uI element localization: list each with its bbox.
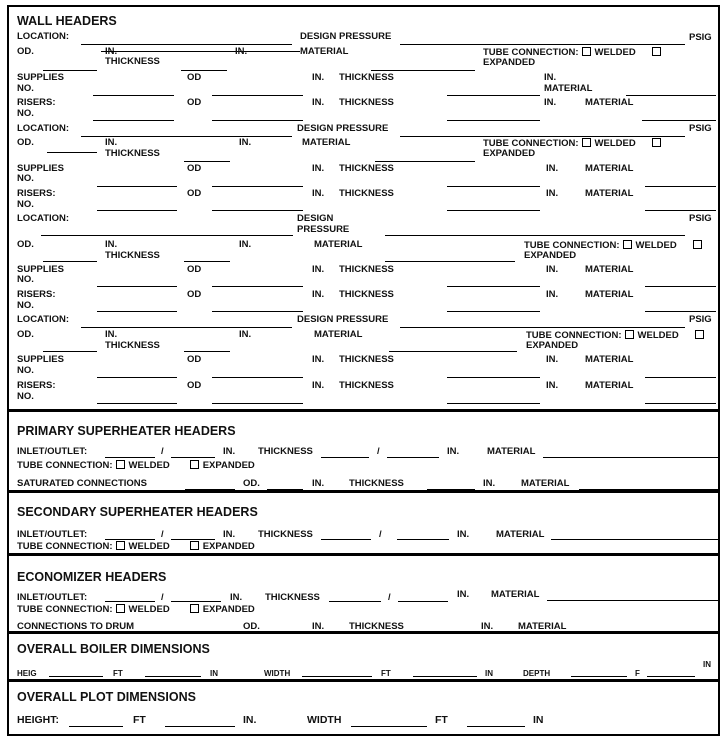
expanded-label: EXPANDED <box>202 460 255 471</box>
outlet-field[interactable] <box>171 601 221 602</box>
location-field[interactable] <box>41 235 293 236</box>
thickness-field[interactable] <box>181 70 227 71</box>
design-pressure-field[interactable] <box>400 136 685 137</box>
in-label: IN. <box>312 380 325 391</box>
in-label: IN. <box>447 446 460 457</box>
width-ft-field[interactable] <box>351 726 427 727</box>
in-label: IN <box>485 669 493 678</box>
in-label: IN. <box>105 239 118 250</box>
thickness-label: THICKNESS <box>265 592 320 603</box>
location-label: LOCATION: <box>17 31 70 42</box>
od-field[interactable] <box>43 70 97 71</box>
expanded-label: EXPANDED <box>202 541 255 552</box>
thickness-label: THICKNESS <box>105 56 160 67</box>
in-label: IN. <box>312 621 325 632</box>
od-label: OD. <box>243 621 260 632</box>
in-label: IN. <box>230 592 243 603</box>
supplies-od-field[interactable] <box>212 95 303 96</box>
thickness-label: THICKNESS <box>339 380 394 391</box>
risers-no-field[interactable] <box>97 403 177 404</box>
od-field[interactable] <box>267 631 303 632</box>
od-field[interactable] <box>43 261 97 262</box>
supplies-material-field[interactable] <box>645 286 716 287</box>
height-label: HEIGHT: <box>17 714 59 726</box>
material-label: MATERIAL <box>314 239 363 250</box>
outlet-field[interactable] <box>171 457 215 458</box>
material-field[interactable] <box>551 539 718 540</box>
width-in-field[interactable] <box>467 726 525 727</box>
in-label: IN. <box>546 163 559 174</box>
location-label: LOCATION: <box>17 314 70 325</box>
welded-label: WELDED <box>128 460 170 471</box>
saturated-connections-field[interactable] <box>185 489 235 490</box>
location-label: LOCATION: <box>17 213 70 224</box>
risers-material-field[interactable] <box>645 403 716 404</box>
material-label: MATERIAL <box>521 478 570 489</box>
thickness-label: THICKNESS <box>258 529 313 540</box>
welded-label: WELDED <box>128 604 170 615</box>
section-title: WALL HEADERS <box>17 14 117 28</box>
slash-label: / <box>388 592 391 603</box>
expanded-checkbox[interactable] <box>652 47 661 56</box>
slash-label: / <box>379 529 382 540</box>
location-label: LOCATION: <box>17 123 70 134</box>
tube-connection-text: TUBE CONNECTION: <box>17 541 113 552</box>
f-label: F <box>635 669 640 678</box>
in-label: IN. <box>235 46 248 57</box>
height-in-field[interactable] <box>145 676 201 677</box>
no-label: NO. <box>17 391 34 402</box>
psig-label: PSIG <box>689 213 712 224</box>
inlet-field[interactable] <box>105 539 155 540</box>
in-label: IN. <box>239 239 252 250</box>
thickness-label: THICKNESS <box>339 163 394 174</box>
no-label: NO. <box>17 300 34 311</box>
welded-checkbox[interactable] <box>116 460 125 469</box>
od-field[interactable] <box>267 489 303 490</box>
thickness-label: THICKNESS <box>339 188 394 199</box>
material-label: MATERIAL <box>585 163 634 174</box>
thickness-inlet-field[interactable] <box>329 601 381 602</box>
thickness-label: THICKNESS <box>349 621 404 632</box>
expanded-label: EXPANDED <box>526 340 579 351</box>
welded-checkbox[interactable] <box>623 240 632 249</box>
in-label: IN. <box>312 478 325 489</box>
design-pressure-label: DESIGN PRESSURE <box>300 31 392 42</box>
risers-label: RISERS: <box>17 380 56 391</box>
supplies-label: SUPPLIES <box>17 264 64 275</box>
thickness-outlet-field[interactable] <box>398 601 448 602</box>
od-label: OD <box>187 354 202 365</box>
in-label: IN. <box>546 354 559 365</box>
in-label: IN. <box>223 529 236 540</box>
no-label: NO. <box>17 199 34 210</box>
supplies-thickness-field[interactable] <box>447 95 540 96</box>
material-label: MATERIAL <box>585 380 634 391</box>
tube-connection-label <box>17 460 255 471</box>
expanded-checkbox[interactable] <box>652 138 661 147</box>
od-label: OD <box>187 163 202 174</box>
inlet-outlet-label: INLET/OUTLET: <box>17 529 88 540</box>
risers-no-field[interactable] <box>97 210 177 211</box>
in-label: IN. <box>312 354 325 365</box>
supplies-thickness-field[interactable] <box>447 186 540 187</box>
od-label: OD <box>187 264 202 275</box>
od-label: OD. <box>17 329 34 340</box>
supplies-no-field[interactable] <box>93 95 174 96</box>
material-field[interactable] <box>375 161 475 162</box>
in-label: IN. <box>312 97 325 108</box>
material-label: MATERIAL <box>302 137 351 148</box>
thickness-label: THICKNESS <box>105 340 160 351</box>
design-label: DESIGN <box>297 213 334 224</box>
od-label: OD. <box>17 46 34 57</box>
supplies-material-field[interactable] <box>645 186 716 187</box>
risers-no-field[interactable] <box>97 311 177 312</box>
thickness-label: THICKNESS <box>339 354 394 365</box>
material-field[interactable] <box>371 70 475 71</box>
tube-connection-label <box>17 604 255 615</box>
thickness-outlet-field[interactable] <box>387 457 439 458</box>
no-label: NO. <box>17 173 34 184</box>
section-title: ECONOMIZER HEADERS <box>17 570 167 584</box>
height-label: HEIG <box>17 669 37 678</box>
no-label: NO. <box>17 274 34 285</box>
od-label: OD <box>187 289 202 300</box>
od-label: OD <box>187 97 202 108</box>
psig-label: PSIG <box>689 123 712 134</box>
risers-od-field[interactable] <box>212 210 303 211</box>
design-pressure-field[interactable] <box>385 235 685 236</box>
thickness-label: THICKNESS <box>339 289 394 300</box>
in-label: IN. <box>312 163 325 174</box>
ft-label: FT <box>133 714 146 726</box>
height-in-field[interactable] <box>165 726 235 727</box>
thickness-label: THICKNESS <box>349 478 404 489</box>
risers-label: RISERS: <box>17 289 56 300</box>
depth-in-field[interactable] <box>647 676 695 677</box>
welded-label: WELDED <box>594 47 636 58</box>
section-title: SECONDARY SUPERHEATER HEADERS <box>17 505 258 519</box>
material-label: MATERIAL <box>496 529 545 540</box>
thickness-field[interactable] <box>427 631 475 632</box>
material-field[interactable] <box>547 600 718 601</box>
in-label: IN. <box>544 72 557 83</box>
expanded-checkbox[interactable] <box>693 240 702 249</box>
ft-label: FT <box>113 669 123 678</box>
welded-label: WELDED <box>594 138 636 149</box>
in-label: IN. <box>312 289 325 300</box>
height-ft-field[interactable] <box>69 726 123 727</box>
risers-thickness-field[interactable] <box>447 403 540 404</box>
welded-label: WELDED <box>635 240 677 251</box>
outlet-field[interactable] <box>171 539 215 540</box>
psig-label: PSIG <box>689 32 712 43</box>
width-ft-field[interactable] <box>302 676 372 677</box>
boiler-data-form <box>7 5 720 736</box>
expanded-label: EXPANDED <box>524 250 577 261</box>
supplies-material-field[interactable] <box>645 377 716 378</box>
depth-ft-field[interactable] <box>571 676 627 677</box>
tube-connection-text: TUBE CONNECTION: <box>526 330 622 341</box>
material-label: MATERIAL <box>491 589 540 600</box>
economizer-section <box>9 556 718 634</box>
in-label: IN <box>210 669 218 678</box>
expanded-checkbox[interactable] <box>190 541 199 550</box>
in-label: IN. <box>457 589 470 600</box>
supplies-od-field[interactable] <box>212 286 303 287</box>
in-label: IN. <box>223 446 236 457</box>
inlet-outlet-label: INLET/OUTLET: <box>17 446 88 457</box>
slash-label: / <box>161 529 164 540</box>
in-label: IN. <box>312 264 325 275</box>
thickness-label: THICKNESS <box>339 264 394 275</box>
in-label: IN <box>533 714 544 726</box>
in-label: IN <box>703 660 711 669</box>
section-title: PRIMARY SUPERHEATER HEADERS <box>17 424 236 438</box>
tube-connection-text: TUBE CONNECTION: <box>483 138 579 149</box>
material-label: MATERIAL <box>585 354 634 365</box>
risers-label: RISERS: <box>17 188 56 199</box>
in-label: IN. <box>312 72 325 83</box>
section-title: OVERALL BOILER DIMENSIONS <box>17 642 210 656</box>
width-in-field[interactable] <box>413 676 477 677</box>
expanded-checkbox[interactable] <box>190 460 199 469</box>
material-label: MATERIAL <box>518 621 567 632</box>
thickness-field[interactable] <box>184 351 230 352</box>
material-field[interactable] <box>579 489 718 490</box>
tube-connection-text: TUBE CONNECTION: <box>17 460 113 471</box>
location-field[interactable] <box>81 44 292 45</box>
width-label: WIDTH <box>264 669 291 678</box>
thickness-label: THICKNESS <box>258 446 313 457</box>
supplies-label: SUPPLIES <box>17 163 64 174</box>
supplies-material-field[interactable] <box>626 95 716 96</box>
slash-label: / <box>377 446 380 457</box>
width-label: WIDTH <box>307 714 342 726</box>
thickness-outlet-field[interactable] <box>397 539 449 540</box>
welded-checkbox[interactable] <box>116 541 125 550</box>
no-label: NO. <box>17 83 34 94</box>
risers-od-field[interactable] <box>212 311 303 312</box>
in-label: IN. <box>239 137 252 148</box>
thickness-label: THICKNESS <box>339 97 394 108</box>
thickness-field[interactable] <box>184 261 230 262</box>
welded-checkbox[interactable] <box>625 330 634 339</box>
saturated-connections-label: SATURATED CONNECTIONS <box>17 478 148 489</box>
material-label: MATERIAL <box>487 446 536 457</box>
tube-connection-label <box>17 541 255 552</box>
in-label: IN. <box>105 46 118 57</box>
slash-label: / <box>161 592 164 603</box>
no-label: NO. <box>17 365 34 376</box>
risers-thickness-field[interactable] <box>447 120 540 121</box>
in-label: IN. <box>546 188 559 199</box>
supplies-label: SUPPLIES <box>17 354 64 365</box>
risers-od-field[interactable] <box>212 403 303 404</box>
risers-thickness-field[interactable] <box>447 210 540 211</box>
in-label: IN. <box>546 380 559 391</box>
wall-headers-section <box>9 7 718 412</box>
thickness-label: THICKNESS <box>105 148 160 159</box>
tube-connection-text: TUBE CONNECTION: <box>483 47 579 58</box>
connections-to-drum-field[interactable] <box>185 631 235 632</box>
expanded-checkbox[interactable] <box>695 330 704 339</box>
od-label: OD. <box>17 137 34 148</box>
in-label: IN. <box>243 714 257 726</box>
primary-superheater-section <box>9 412 718 493</box>
material-field[interactable] <box>389 351 517 352</box>
welded-checkbox[interactable] <box>116 604 125 613</box>
secondary-superheater-section <box>9 493 718 556</box>
expanded-label: EXPANDED <box>483 148 536 159</box>
material-label: MATERIAL <box>314 329 363 340</box>
welded-label: WELDED <box>128 541 170 552</box>
design-pressure-field[interactable] <box>400 44 685 45</box>
supplies-label: SUPPLIES <box>17 72 64 83</box>
connections-to-drum-label: CONNECTIONS TO DRUM <box>17 621 134 632</box>
in-label: IN. <box>105 329 118 340</box>
od-label: OD. <box>243 478 260 489</box>
expanded-label: EXPANDED <box>202 604 255 615</box>
risers-label: RISERS: <box>17 97 56 108</box>
psig-label: PSIG <box>689 314 712 325</box>
material-field[interactable] <box>579 631 718 632</box>
welded-checkbox[interactable] <box>582 138 591 147</box>
inlet-outlet-label: INLET/OUTLET: <box>17 592 88 603</box>
boiler-dimensions-section <box>9 634 718 682</box>
material-field[interactable] <box>543 457 718 458</box>
supplies-no-field[interactable] <box>97 186 177 187</box>
in-label: IN. <box>546 264 559 275</box>
thickness-field[interactable] <box>427 489 475 490</box>
in-label: IN. <box>544 97 557 108</box>
material-label: MATERIAL <box>585 188 634 199</box>
height-ft-field[interactable] <box>49 676 103 677</box>
supplies-no-field[interactable] <box>97 377 177 378</box>
od-label: OD <box>187 188 202 199</box>
thickness-field[interactable] <box>184 161 230 162</box>
in-label: IN. <box>105 137 118 148</box>
section-title: OVERALL PLOT DIMENSIONS <box>17 690 196 704</box>
thickness-inlet-field[interactable] <box>321 457 369 458</box>
inlet-field[interactable] <box>105 457 155 458</box>
od-field[interactable] <box>47 152 97 153</box>
material-label: MATERIAL <box>585 289 634 300</box>
depth-label: DEPTH <box>523 669 551 678</box>
supplies-thickness-field[interactable] <box>447 286 540 287</box>
thickness-label: THICKNESS <box>105 250 160 261</box>
in-label: IN. <box>312 188 325 199</box>
expanded-checkbox[interactable] <box>190 604 199 613</box>
in-label: IN. <box>483 478 496 489</box>
material-label: MATERIAL <box>544 83 593 94</box>
ft-label: FT <box>435 714 448 726</box>
in-label: IN. <box>239 329 252 340</box>
ft-label: FT <box>381 669 391 678</box>
supplies-no-field[interactable] <box>97 286 177 287</box>
supplies-od-field[interactable] <box>212 377 303 378</box>
risers-od-field[interactable] <box>212 120 303 121</box>
supplies-thickness-field[interactable] <box>447 377 540 378</box>
material-label: MATERIAL <box>585 264 634 275</box>
in-label: IN. <box>546 289 559 300</box>
design-pressure-field[interactable] <box>400 327 685 328</box>
expanded-label: EXPANDED <box>483 57 536 68</box>
od-field[interactable] <box>43 351 97 352</box>
risers-thickness-field[interactable] <box>447 311 540 312</box>
welded-checkbox[interactable] <box>582 47 591 56</box>
welded-label: WELDED <box>637 330 679 341</box>
supplies-od-field[interactable] <box>212 186 303 187</box>
pressure-label: PRESSURE <box>297 224 350 235</box>
no-label: NO. <box>17 108 34 119</box>
tube-connection-text: TUBE CONNECTION: <box>17 604 113 615</box>
risers-material-field[interactable] <box>645 210 716 211</box>
risers-no-field[interactable] <box>93 120 174 121</box>
in-label: IN. <box>481 621 494 632</box>
od-label: OD <box>187 72 202 83</box>
design-pressure-label: DESIGN PRESSURE <box>297 314 389 325</box>
od-in-field[interactable] <box>101 51 300 52</box>
risers-material-field[interactable] <box>645 311 716 312</box>
plot-dimensions-section <box>9 682 718 734</box>
material-field[interactable] <box>385 261 515 262</box>
material-label: MATERIAL <box>585 97 634 108</box>
material-label: MATERIAL <box>300 46 349 57</box>
design-pressure-label: DESIGN PRESSURE <box>297 123 389 134</box>
thickness-inlet-field[interactable] <box>321 539 371 540</box>
od-label: OD <box>187 380 202 391</box>
tube-connection-text: TUBE CONNECTION: <box>524 240 620 251</box>
od-label: OD. <box>17 239 34 250</box>
thickness-label: THICKNESS <box>339 72 394 83</box>
in-label: IN. <box>457 529 470 540</box>
slash-label: / <box>161 446 164 457</box>
inlet-field[interactable] <box>105 601 155 602</box>
location-field[interactable] <box>81 327 292 328</box>
risers-material-field[interactable] <box>642 120 716 121</box>
